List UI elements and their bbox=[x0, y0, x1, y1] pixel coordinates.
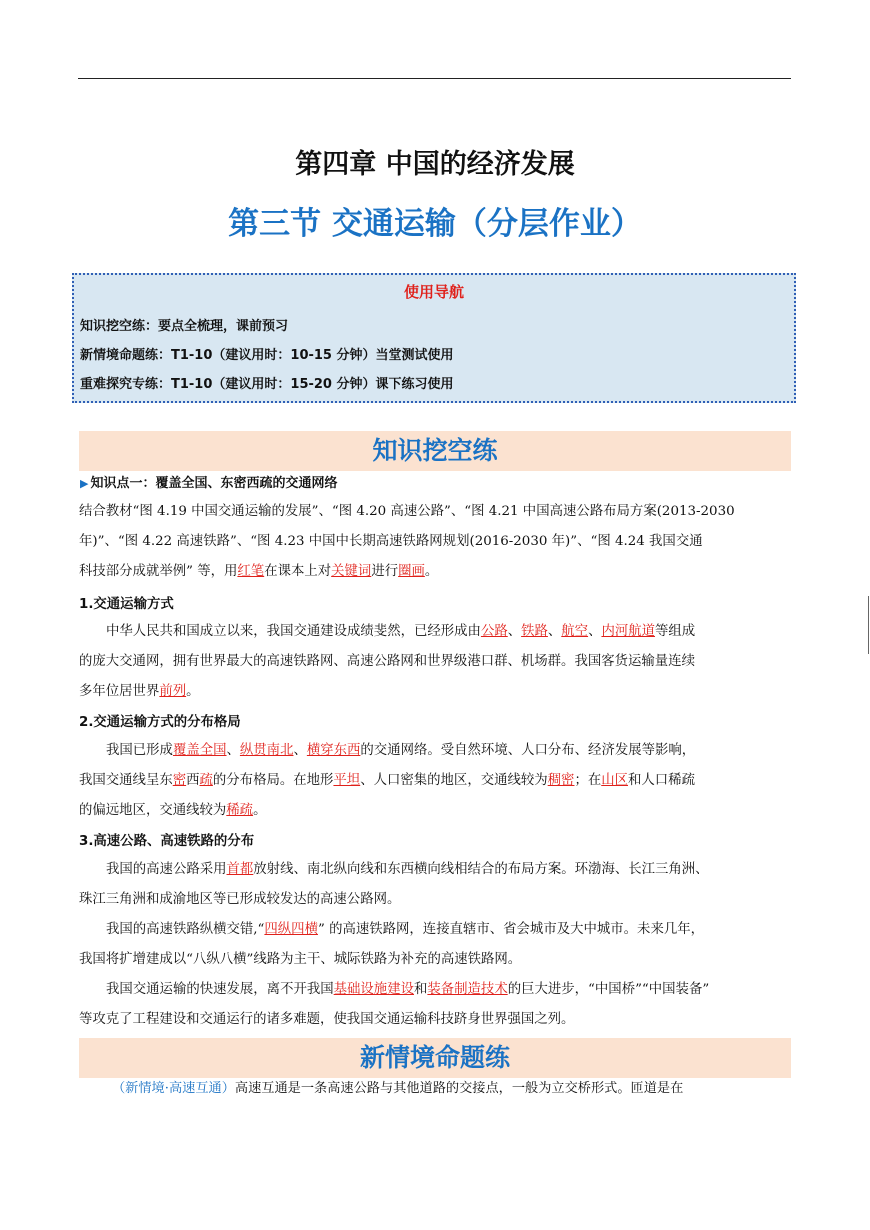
p2-text: 的偏远地区，交通线较为 bbox=[79, 803, 227, 818]
p3-line-1 bbox=[79, 855, 791, 885]
p3-line-2: 珠江三角洲和成渝地区等已形成较发达的高速公路网。 bbox=[79, 892, 401, 907]
intro-text: 在课本上对 bbox=[264, 564, 332, 579]
blank-infrastructure: 基础设施建设 bbox=[333, 982, 414, 997]
p2-line-3 bbox=[79, 796, 791, 826]
p1-text: 、 bbox=[547, 624, 562, 639]
usage-guide-box bbox=[72, 273, 796, 403]
chapter-title: 第四章 中国的经济发展 bbox=[295, 149, 575, 180]
intro-line-1: 结合教材“图 4.19 中国交通运输的发展”、“图 4.20 高速公路”、“图 4.21 中国高速公路布局方案(2013-2030 bbox=[79, 504, 735, 519]
blank-forefront: 前列 bbox=[159, 684, 187, 699]
p5-line-1 bbox=[79, 975, 791, 1005]
blank-thick: 稠密 bbox=[547, 773, 575, 788]
blank-equipment-tech: 装备制造技术 bbox=[427, 982, 508, 997]
intro-text: 进行 bbox=[371, 564, 399, 579]
p3-text: 放射线、南北纵向线和东西横向线相结合的布局方案。环渤海、长江三角洲、 bbox=[253, 862, 709, 877]
section-band-knowledge: 知识挖空练 bbox=[79, 431, 791, 471]
blank-railway: 铁路 bbox=[521, 624, 548, 639]
p2-text: 。 bbox=[253, 803, 267, 818]
question-intro-line bbox=[112, 1074, 824, 1104]
knowledge-point-text: 知识点一：覆盖全国、东密西疏的交通网络 bbox=[90, 476, 338, 491]
intro-line-2: 年)”、“图 4.22 高速铁路”、“图 4.23 中国中长期高速铁路网规划(2016-2030 年)”、“图 4.24 我国交通 bbox=[79, 534, 703, 549]
p5-text: 我国交通运输的快速发展，离不开我国 bbox=[106, 982, 334, 997]
intro-line-3 bbox=[79, 557, 791, 587]
section-title: 第三节 交通运输（分层作业） bbox=[228, 206, 642, 242]
p1-text: 中华人民共和国成立以来，我国交通建设成绩斐然，已经形成由 bbox=[106, 624, 481, 639]
margin-mark bbox=[868, 596, 869, 654]
subheading-1: 1.交通运输方式 bbox=[79, 597, 174, 612]
blank-aviation: 航空 bbox=[561, 624, 589, 639]
guide-line-2: 新情境命题练：T1-10（建议用时：10-15 分钟）当堂测试使用 bbox=[80, 348, 454, 363]
guide-line-1: 知识挖空练：要点全梳理，课前预习 bbox=[80, 319, 289, 334]
knowledge-point-heading bbox=[80, 472, 337, 491]
guide-line-3: 重难探究专练：T1-10（建议用时：15-20 分钟）课下练习使用 bbox=[80, 377, 454, 392]
scenario-tag: （新情境·高速互通） bbox=[112, 1081, 235, 1096]
p1-line-3 bbox=[79, 677, 791, 707]
p5-text: 的巨大进步，“中国桥”“中国装备” bbox=[507, 982, 710, 997]
p2-text: 的交通网络。受自然环境、人口分布、经济发展等影响， bbox=[360, 743, 696, 758]
header-rule bbox=[78, 78, 791, 79]
guide-title: 使用导航 bbox=[403, 283, 464, 301]
p2-text: ；在 bbox=[574, 773, 602, 788]
p2-text: 我国交通线呈东 bbox=[79, 773, 173, 788]
blank-mountain: 山区 bbox=[601, 773, 629, 788]
p5-text: 和 bbox=[413, 982, 428, 997]
keyword-red-pen: 红笔 bbox=[237, 564, 265, 579]
p1-text: 、 bbox=[507, 624, 522, 639]
p1-text: 、 bbox=[588, 624, 602, 639]
keyword-key-words: 关键词 bbox=[331, 564, 372, 579]
p1-line-1 bbox=[79, 617, 791, 647]
blank-four-vertical-four-horizontal: 四纵四横 bbox=[264, 922, 318, 937]
blank-highway: 公路 bbox=[480, 624, 508, 639]
p2-text: 我国已形成 bbox=[106, 743, 173, 758]
p2-text: 、 bbox=[226, 743, 240, 758]
subheading-2: 2.交通运输方式的分布格局 bbox=[79, 715, 241, 730]
blank-cover-nation: 覆盖全国 bbox=[172, 743, 227, 758]
triangle-bullet-icon: ▶ bbox=[80, 477, 89, 490]
blank-inland-waterway: 内河航道 bbox=[601, 624, 656, 639]
p2-text: 、 bbox=[293, 743, 307, 758]
p1-text: 等组成 bbox=[655, 624, 696, 639]
question-text: 高速互通是一条高速公路与其他道路的交接点，一般为立交桥形式。匝道是在 bbox=[234, 1081, 684, 1096]
keyword-circle: 圈画 bbox=[398, 564, 425, 579]
p5-line-2: 等攻克了工程建设和交通运行的诸多难题，使我国交通运输科技跻身世界强国之列。 bbox=[79, 1012, 575, 1027]
intro-text: 。 bbox=[424, 564, 439, 579]
blank-dense: 密 bbox=[172, 773, 187, 788]
blank-sparse: 疏 bbox=[199, 773, 213, 788]
p1-text: 多年位居世界 bbox=[79, 684, 160, 699]
p2-text: 西 bbox=[186, 773, 200, 788]
p4-line-1 bbox=[79, 915, 791, 945]
blank-east-west: 横穿东西 bbox=[306, 743, 361, 758]
subheading-3: 3.高速公路、高速铁路的分布 bbox=[79, 834, 255, 849]
p4-text: 我国的高速铁路纵横交错,“ bbox=[106, 922, 265, 937]
intro-text: 科技部分成就举例” 等，用 bbox=[79, 564, 238, 579]
section-band-new-scenario: 新情境命题练 bbox=[79, 1038, 791, 1078]
blank-scarce: 稀疏 bbox=[226, 803, 254, 818]
p1-line-2: 的庞大交通网，拥有世界最大的高速铁路网、高速公路网和世界级港口群、机场群。我国客货运输量连续 bbox=[79, 654, 695, 669]
p2-text: 、人口密集的地区，交通线较为 bbox=[360, 773, 548, 788]
p1-text: 。 bbox=[186, 684, 200, 699]
blank-north-south: 纵贯南北 bbox=[239, 743, 294, 758]
p4-line-2: 我国将扩增建成以“八纵八横”线路为主干、城际铁路为补充的高速铁路网。 bbox=[79, 952, 522, 967]
blank-capital: 首都 bbox=[226, 862, 254, 877]
p3-text: 我国的高速公路采用 bbox=[106, 862, 227, 877]
p2-text: 的分布格局。在地形 bbox=[212, 773, 334, 788]
blank-flat: 平坦 bbox=[333, 773, 361, 788]
p2-line-2 bbox=[79, 766, 791, 796]
p2-text: 和人口稀疏 bbox=[628, 773, 695, 788]
p4-text: ” 的高速铁路网，连接直辖市、省会城市及大中城市。未来几年， bbox=[317, 922, 705, 937]
p2-line-1 bbox=[79, 736, 791, 766]
